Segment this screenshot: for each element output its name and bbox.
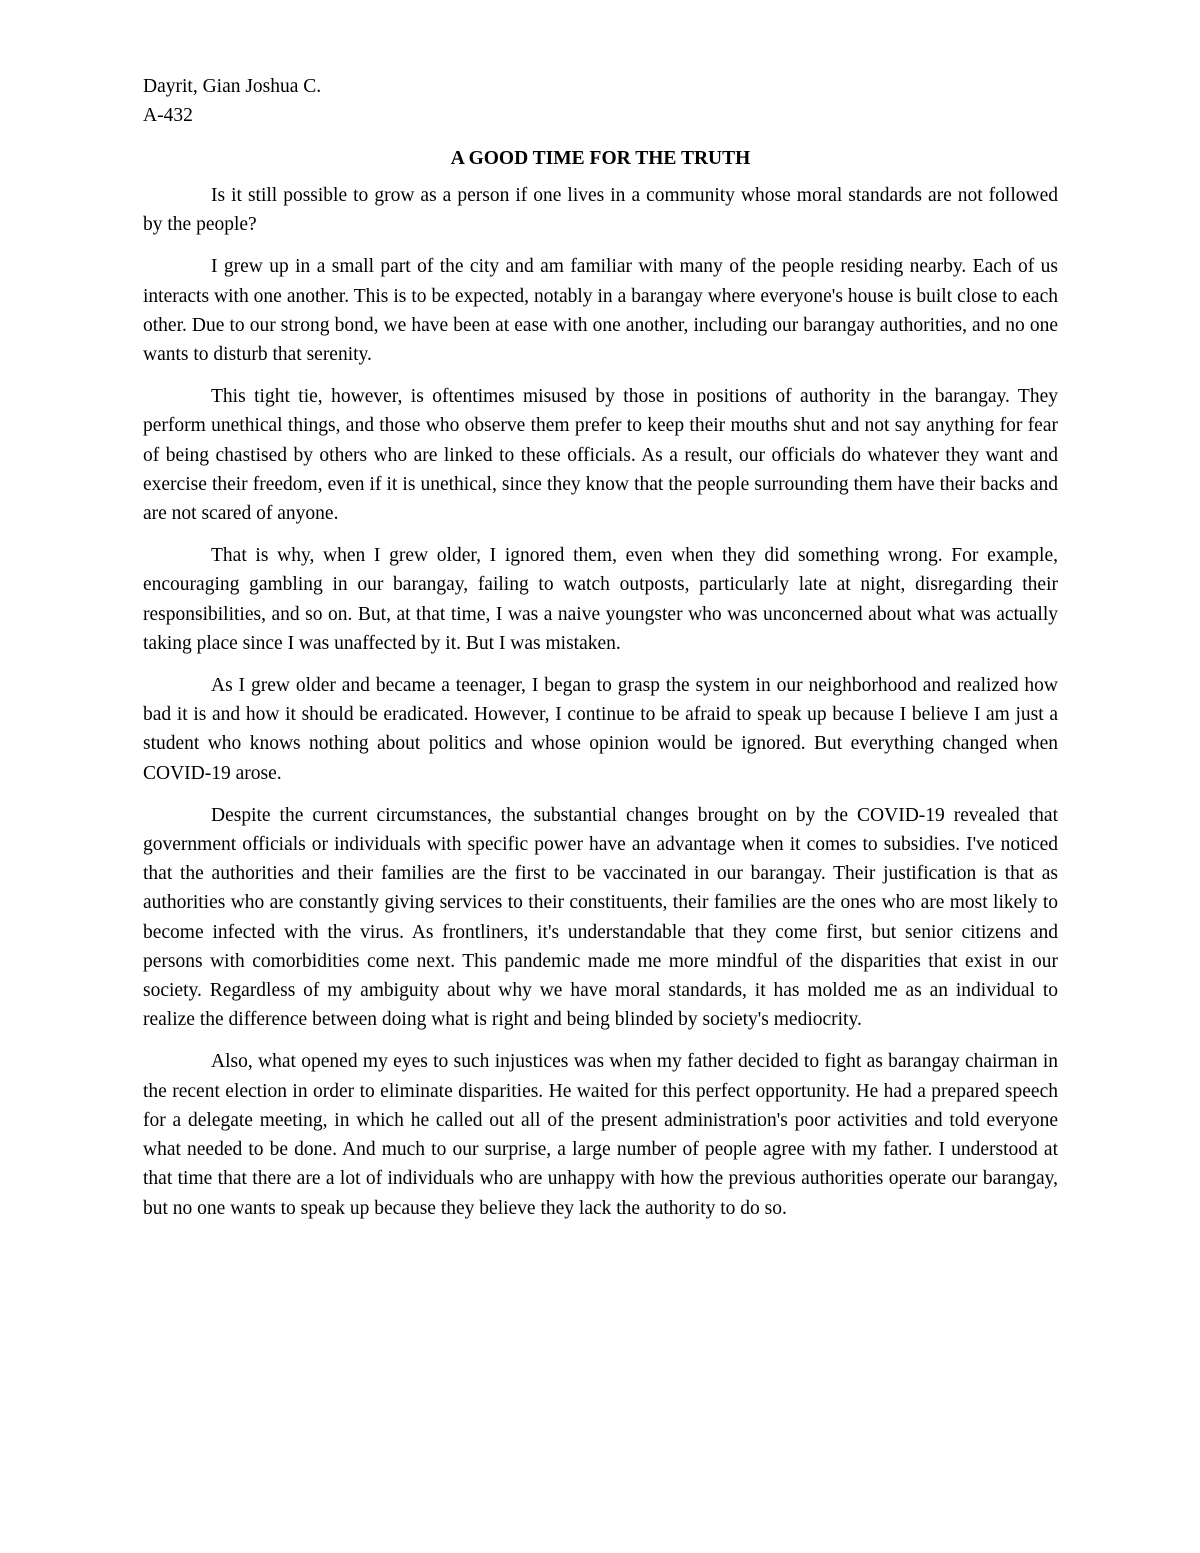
- paragraph-1: Is it still possible to grow as a person if one lives in a community whose moral standards are not followed by the people?: [143, 185, 1058, 236]
- document-body: [143, 72, 1058, 1236]
- paragraph-3: This tight tie, however, is oftentimes misused by those in positions of authority in the barangay. They perform unethical things, and those who observe them prefer to keep their mouths shut and not say anything for fear of being chastised by others who are linked to these officials. As a result, our officials do whatever they want and exercise their freedom, even if it is unethical, since they know that the people surrounding them have their backs and are not scared of anyone.: [143, 386, 1058, 525]
- paragraph-6: Despite the current circumstances, the substantial changes brought on by the COVID-19 revealed that government officials or individuals with specific power have an advantage when it comes to subsidies. I've noticed that the authorities and their families are the first to be vaccinated in our barangay. Their justification is that as authorities who are constantly giving services to their constituents, their families are the ones who are most likely to become infected with the virus. As frontliners, it's understandable that they come first, but senior citizens and persons with comorbidities come next. This pandemic made me more mindful of the disparities that exist in our society. Regardless of my ambiguity about why we have moral standards, it has molded me as an individual to realize the difference between doing what is right and being blinded by society's mediocrity.: [143, 804, 1058, 1031]
- paragraph-7: Also, what opened my eyes to such injustices was when my father decided to fight as barangay chairman in the recent election in order to eliminate disparities. He waited for this perfect opportunity. He had a prepared speech for a delegate meeting, in which he called out all of the present administration's poor activities and told everyone what needed to be done. And much to our surprise, a large number of people agree with my father. I understood at that time that there are a lot of individuals who are unhappy with how the previous authorities operate our barangay, but no one wants to speak up because they believe they lack the authority to do so.: [143, 1051, 1058, 1219]
- section-code: A-432: [143, 105, 193, 126]
- paragraph-2: I grew up in a small part of the city and am familiar with many of the people residing nearby. Each of us interacts with one another. This is to be expected, notably in a barangay where everyone's house is built close to each other. Due to our strong bond, we have been at ease with one another, including our barangay authorities, and no one wants to disturb that serenity.: [143, 256, 1058, 366]
- essay-title: A GOOD TIME FOR THE TRUTH: [450, 148, 751, 169]
- paragraph-4: That is why, when I grew older, I ignored them, even when they did something wrong. For example, encouraging gambling in our barangay, failing to watch outposts, particularly late at night, disregarding their responsibilities, and so on. But, at that time, I was a naive youngster who was unconcerned about what was actually taking place since I was unaffected by it. But I was mistaken.: [143, 545, 1058, 654]
- paragraph-5: As I grew older and became a teenager, I began to grasp the system in our neighborhood and realized how bad it is and how it should be eradicated. However, I continue to be afraid to speak up because I believe I am just a student who knows nothing about politics and whose opinion would be ignored. But everything changed when COVID-19 arose.: [143, 675, 1058, 784]
- author-name: Dayrit, Gian Joshua C.: [143, 76, 322, 97]
